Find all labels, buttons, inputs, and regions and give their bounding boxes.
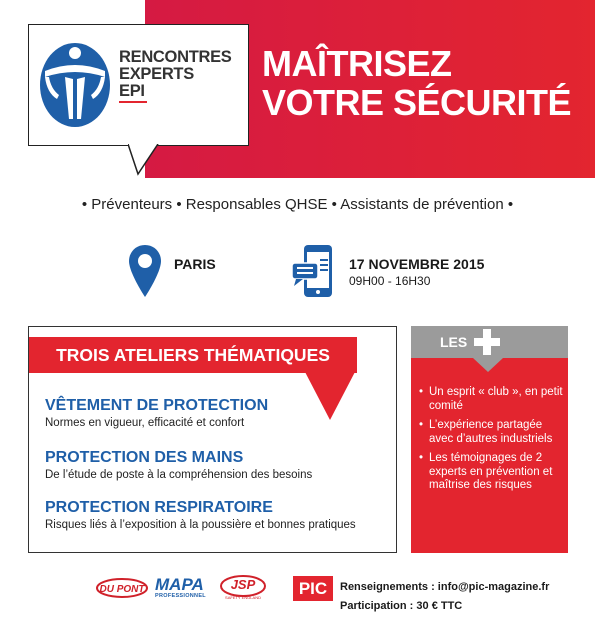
event-datetime: [349, 256, 484, 288]
workshop-item: [45, 397, 268, 429]
logo-speech-tail: [128, 144, 162, 176]
brand-line-1: RENCONTRES: [119, 48, 232, 66]
workshops-title: TROIS ATELIERS THÉMATIQUES: [29, 337, 357, 373]
benefits-header: [411, 326, 568, 358]
event-hours: 09H00 - 16H30: [349, 274, 431, 288]
plus-icon: [474, 329, 500, 355]
brand-line-2: EXPERTS: [119, 65, 194, 83]
brand-mark-icon: [37, 37, 113, 133]
brand-logo-card: [28, 24, 249, 146]
benefits-panel: [411, 326, 568, 553]
brand-name: [119, 49, 232, 103]
workshop-description: De l’étude de poste à la compréhension des besoins: [45, 469, 313, 481]
benefits-list: [417, 386, 563, 499]
workshop-description: Normes en vigueur, efficacité et confort: [45, 417, 245, 429]
benefits-label: LES: [440, 334, 468, 350]
event-date: 17 NOVEMBRE 2015: [349, 256, 485, 272]
headline: [262, 44, 571, 122]
jsp-text: JSP: [230, 577, 256, 592]
workshop-item: [45, 449, 312, 481]
mapa-logo: [155, 576, 206, 599]
target-audience: • Préventeurs • Responsables QHSE • Assistants de prévention •: [81, 196, 514, 213]
workshops-box: [28, 326, 397, 553]
pic-logo: PIC: [293, 576, 333, 601]
dupont-text: DU PONT: [99, 584, 145, 595]
benefit-item: • Les témoignages de 2 experts en prévention et maîtrise des risques: [417, 452, 563, 493]
mapa-text: MAPA: [155, 575, 204, 594]
participation-fee: Participation : 30 € TTC: [340, 600, 463, 612]
jsp-logo: [220, 575, 266, 601]
smartphone-icon: [290, 243, 342, 301]
contact-email: Renseignements : info@pic-magazine.fr: [340, 581, 550, 593]
contact-info: [340, 578, 549, 616]
benefit-item: • L’expérience partagée avec d’autres industriels: [417, 419, 563, 446]
workshop-title: PROTECTION DES MAINS: [45, 449, 244, 466]
workshop-title: PROTECTION RESPIRATOIRE: [45, 499, 273, 516]
headline-line-2: VOTRE SÉCURITÉ: [262, 82, 572, 123]
workshops-title-tail: [304, 370, 358, 424]
workshop-title: VÊTEMENT DE PROTECTION: [45, 397, 269, 414]
brand-line-3: EPI: [119, 83, 147, 103]
map-pin-icon: [127, 243, 163, 299]
jsp-subtext: SAFETY ENGLAND: [225, 595, 261, 600]
dupont-logo: [96, 578, 148, 598]
benefits-header-tail: [473, 358, 503, 374]
event-city: PARIS: [174, 256, 216, 272]
workshop-description: Risques liés à l’exposition à la poussière et bonnes pratiques: [45, 519, 356, 531]
mapa-subtext: PROFESSIONNEL: [155, 593, 206, 599]
benefit-item: • Un esprit « club », en petit comité: [417, 386, 563, 413]
workshop-item: [45, 499, 356, 531]
headline-line-1: MAÎTRISEZ: [262, 43, 452, 84]
